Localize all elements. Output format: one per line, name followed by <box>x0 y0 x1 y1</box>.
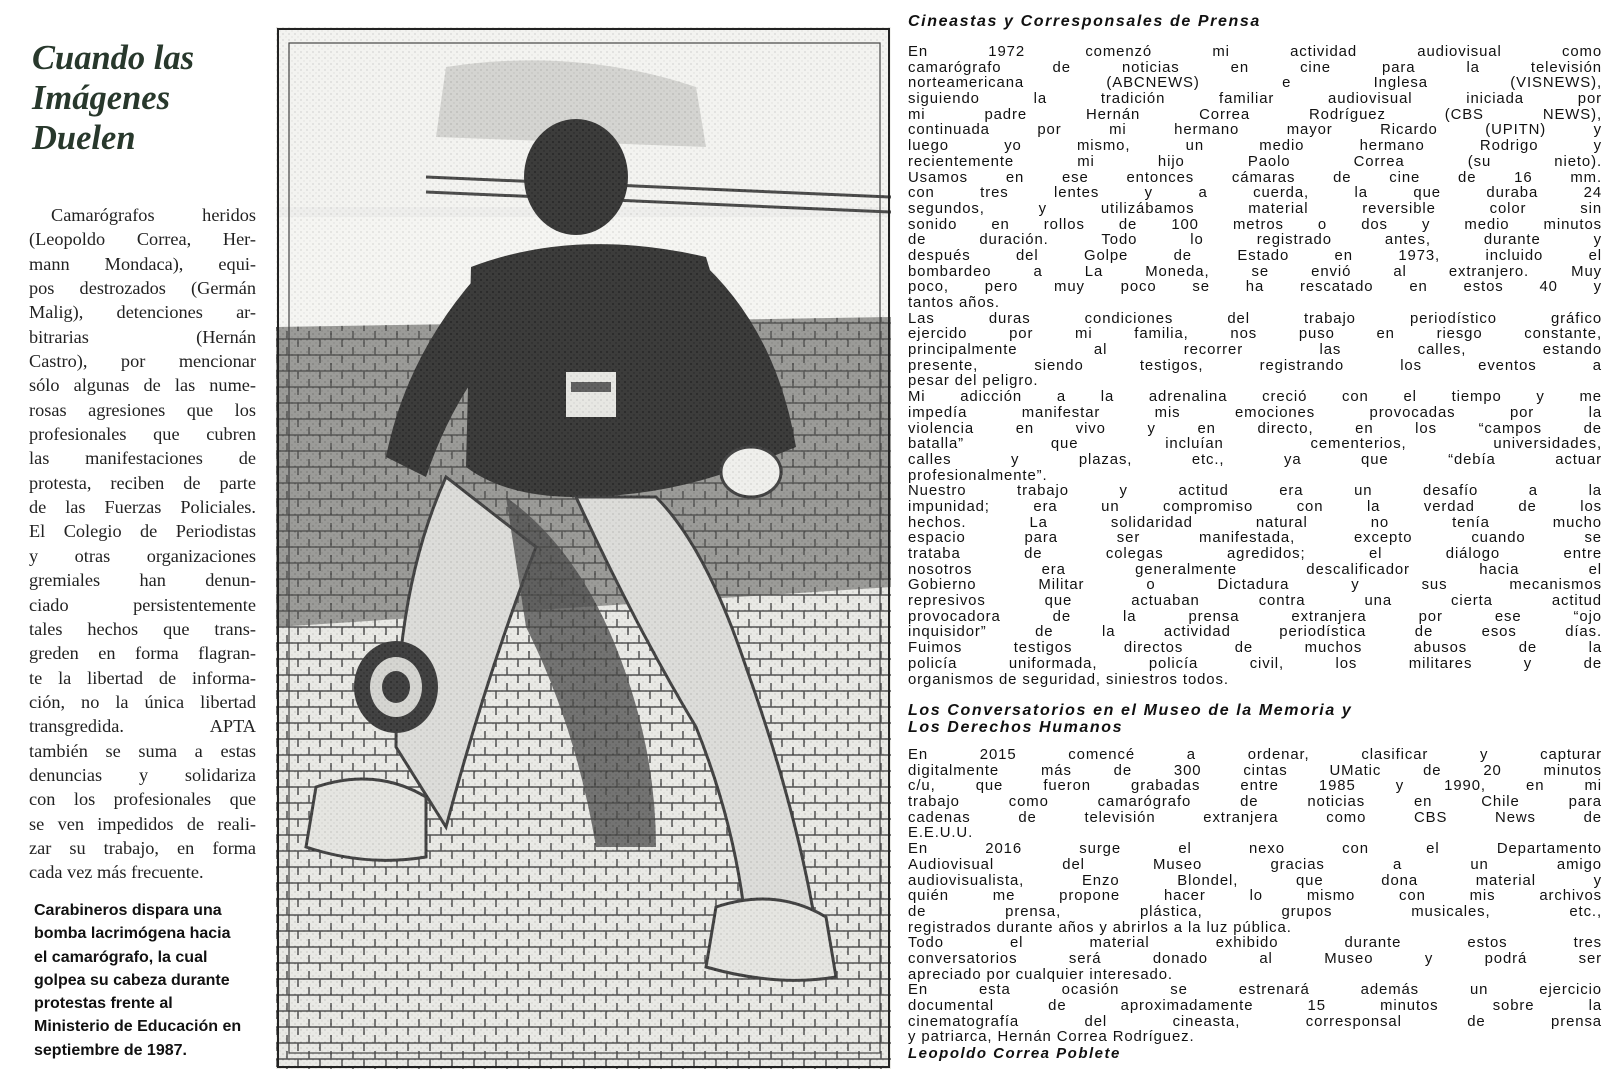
body-line: Camarógrafos heridos <box>51 205 256 225</box>
body-line: ción, no la única libertad <box>29 691 256 712</box>
caption-line: Carabineros dispara una <box>34 902 222 919</box>
paragraph-line: después del Golpe de Estado en 1973, incluido el <box>908 247 1602 264</box>
body-line: Malig), detenciones ar- <box>29 302 256 323</box>
body-line: pos destrozados (Germán <box>29 278 256 299</box>
paragraph-line: tantos años. <box>908 295 1000 311</box>
photo-caption <box>34 899 274 1062</box>
paragraph-line: Usamos en ese entonces cámaras de cine de 16 mm. <box>908 169 1602 186</box>
paragraph-line: profesionalmente”. <box>908 467 1048 484</box>
paragraph-line: Gobierno Militar o Dictadura y sus mecanismos <box>908 577 1602 594</box>
body-line: y otras organizaciones <box>29 545 256 566</box>
body-line: denuncias y solidariza <box>29 764 256 785</box>
paragraph-line: trataba de colegas agredidos; el diálogo entre <box>908 546 1602 562</box>
body-line: mann Mondaca), equi- <box>29 253 256 274</box>
body-line: tales hechos que trans- <box>29 618 256 639</box>
paragraph-line: impunidad; era un compromiso con la verdad de los <box>908 498 1602 515</box>
paragraph-line: Nuestro trabajo y actitud era un desafío a la <box>908 483 1602 500</box>
section-heading: Cineastas y Corresponsales de Prensa <box>908 13 1261 30</box>
paragraph-line: hechos. La solidaridad natural no tenía mucho <box>908 514 1602 531</box>
heading-line: Los Conversatorios en el Museo de la Memoria y <box>908 702 1353 719</box>
paragraph-line: provocadora de la prensa extranjera por ese “ojo <box>908 608 1602 625</box>
paragraph-line: mi padre Hernán Correa Rodríguez (CBS NEWS), <box>908 106 1602 123</box>
author-signature: Leopoldo Correa Poblete <box>908 1045 1121 1062</box>
paragraph-line: policía uniformada, policía civil, los militares y de <box>908 655 1602 672</box>
paragraph-line: represivos que actuaban contra una cierta actitud <box>908 593 1602 610</box>
body-line: con los profesionales que <box>29 789 256 810</box>
paragraph-line: cinematografía del cineasta, corresponsal de prensa <box>908 1013 1602 1030</box>
paragraph-line: c/u, que fueron grabadas entre 1985 y 1990, en mi <box>908 778 1602 795</box>
paragraph-line: E.E.U.U. <box>908 825 974 842</box>
body-line: de las Fuerzas Policiales. <box>29 497 256 518</box>
paragraph-line: continuada por mi hermano mayor Ricardo (UPITN) y <box>908 122 1602 139</box>
paragraph-line: recientemente mi hijo Paolo Correa (su nieto). <box>908 153 1602 170</box>
paragraph-line: En esta ocasión se estrenará además un ejercicio <box>908 982 1602 999</box>
paragraph-line: luego yo mismo, un medio hermano Rodrigo y <box>908 138 1602 155</box>
section-heading-2 <box>908 702 1352 736</box>
body-line: se ven impedidos de reali- <box>29 813 256 834</box>
paragraph-line: camarógrafo de noticias en cine para la televisión <box>908 59 1602 76</box>
body-line: sólo algunas de las nume- <box>29 375 256 396</box>
caption-line: protestas frente al <box>34 995 173 1013</box>
body-line: protesta, reciben de parte <box>29 472 256 493</box>
paragraph-line: presente, siendo testigos, registrando los eventos a <box>908 357 1602 374</box>
body-line: también se suma a estas <box>29 740 256 761</box>
left-article <box>0 0 276 1080</box>
paragraph-line: Las duras condiciones del trabajo periodístico gráfico <box>908 310 1602 327</box>
title-line: Imágenes <box>32 79 170 117</box>
paragraph-line: poco, pero muy poco se ha rescatado en estos 40 y <box>908 279 1602 296</box>
cameraman-photo-illustration <box>276 27 891 1069</box>
paragraph-line: siguiendo la tradición familiar audiovisual iniciada por <box>908 91 1602 108</box>
article-title <box>32 38 272 158</box>
paragraph-line: nosotros era generalmente descalificador hacia el <box>908 561 1602 578</box>
paragraph-line: En 1972 comenzó mi actividad audiovisual como <box>908 44 1602 60</box>
paragraph-line: Fuimos testigos directos de muchos abusos de la <box>908 640 1602 657</box>
section-2-body <box>908 748 1602 1046</box>
caption-line: el camarógrafo, la cual <box>34 948 208 966</box>
body-line: gremiales han denun- <box>29 570 256 591</box>
paragraph-line: Todo el material exhibido durante estos tres <box>908 935 1602 952</box>
body-line: cada vez más frecuente. <box>29 862 204 883</box>
title-line: Duelen <box>32 119 136 157</box>
paragraph-line: impedía manifestar mis emociones provocadas por la <box>908 404 1602 421</box>
paragraph-line: de duración. Todo lo registrado antes, durante y <box>908 232 1602 249</box>
paragraph-line: En 2016 surge el nexo con el Departamento <box>908 841 1602 858</box>
paragraph-line: de prensa, plástica, grupos musicales, etc., <box>908 903 1602 920</box>
body-line: (Leopoldo Correa, Her- <box>29 229 256 250</box>
paragraph-line: violencia en vivo y en directo, en los “campos de <box>908 420 1602 437</box>
caption-line: bomba lacrimógena hacia <box>34 925 231 943</box>
body-line: rosas agresiones que los <box>29 399 256 420</box>
body-line: zar su trabajo, en forma <box>29 837 256 858</box>
paragraph-line: con tres lentes y a cuerda, la que duraba 24 <box>908 185 1602 202</box>
paragraph-line: digitalmente más de 300 cintas UMatic de 20 minutos <box>908 762 1602 779</box>
body-line: las manifestaciones de <box>29 448 256 469</box>
body-line: Castro), por mencionar <box>29 351 256 372</box>
body-line: greden en forma flagran- <box>29 643 256 664</box>
paragraph-line: norteamericana (ABCNEWS) e Inglesa (VISNEWS), <box>908 75 1602 92</box>
body-line: te la libertad de informa- <box>29 667 256 688</box>
paragraph-line: ejercido por mi familia, nos puso en riesgo constante, <box>908 326 1602 343</box>
paragraph-line: batalla” que incluían cementerios, universidades, <box>908 436 1602 453</box>
body-line: El Colegio de Periodistas <box>29 521 256 542</box>
paragraph-line: apreciado por cualquier interesado. <box>908 966 1173 983</box>
paragraph-line: documental de aproximadamente 15 minutos sobre la <box>908 998 1602 1014</box>
section-1-body <box>908 45 1602 688</box>
caption-line: Ministerio de Educación en <box>34 1018 242 1036</box>
paragraph-line: En 2015 comencé a ordenar, clasificar y capturar <box>908 747 1602 763</box>
body-line: profesionales que cubren <box>29 424 256 445</box>
caption-line: golpea su cabeza durante <box>34 971 230 989</box>
paragraph-line: registrados durante años y abrirlos a la luz pública. <box>908 919 1292 936</box>
body-line: bitrarias (Hernán <box>29 326 256 347</box>
paragraph-line: conversatorios será donado al Museo y podrá ser <box>908 950 1602 967</box>
paragraph-line: quién me propone hacer lo mismo con mis archivos <box>908 888 1602 905</box>
news-photo <box>276 27 891 1069</box>
caption-line: septiembre de 1987. <box>34 1041 187 1059</box>
paragraph-line: sonido en rollos de 100 metros o dos y medio minutos <box>908 216 1602 233</box>
paragraph-line: calles y plazas, etc., ya que “debía actuar <box>908 451 1602 468</box>
paragraph-line: trabajo como camarógrafo de noticias en Chile para <box>908 794 1602 811</box>
paragraph-line: Audiovisual del Museo gracias a un amigo <box>908 856 1602 873</box>
title-line: Cuando las <box>32 39 195 77</box>
paragraph-line: y patriarca, Hernán Correa Rodríguez. <box>908 1029 1195 1046</box>
paragraph-line: Mi adicción a la adrenalina creció con el tiempo y me <box>908 389 1602 406</box>
paragraph-line: espacio para ser manifestada, excepto cuando se <box>908 530 1602 547</box>
paragraph-line: cadenas de televisión extranjera como CBS News de <box>908 809 1602 826</box>
article-body <box>29 203 256 885</box>
paragraph-line: organismos de seguridad, siniestros todos. <box>908 671 1229 688</box>
heading-line: Los Derechos Humanos <box>908 719 1124 736</box>
paragraph-line: bombardeo a La Moneda, se envió al extranjero. Muy <box>908 263 1602 280</box>
paragraph-line: principalmente al recorrer las calles, estando <box>908 342 1602 359</box>
paragraph-line: inquisidor” de la actividad periodística de esos días. <box>908 624 1602 641</box>
body-line: transgredida. APTA <box>29 716 256 737</box>
paragraph-line: segundos, y utilizábamos material reversible color sin <box>908 200 1602 217</box>
paragraph-line: pesar del peligro. <box>908 373 1039 390</box>
body-line: ciado persistentemente <box>29 594 256 615</box>
right-article <box>908 0 1608 1080</box>
paragraph-line: audiovisualista, Enzo Blondel, que dona material y <box>908 872 1602 889</box>
